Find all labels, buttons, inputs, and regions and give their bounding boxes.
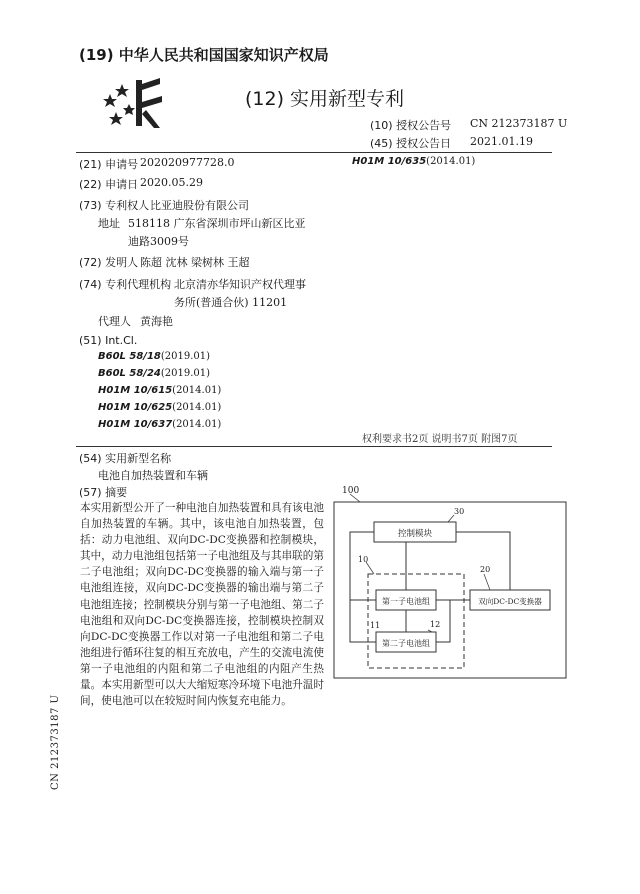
intcl-date: (2014.01) (172, 402, 222, 413)
cell-group-2-label: 第二子电池组 (382, 639, 430, 648)
intcl-item (98, 351, 210, 362)
app-date-label: (22) 申请日 (79, 178, 139, 191)
abstract-figure (330, 482, 570, 682)
pub-number: CN 212373187 U (470, 117, 568, 130)
right-classification (352, 156, 475, 167)
intcl-item (98, 368, 210, 379)
page-count: 权利要求书2页 说明书7页 附图7页 (362, 434, 518, 445)
title-label: (54) 实用新型名称 (79, 452, 172, 465)
intcl-item (98, 402, 221, 413)
document-type: (12) 实用新型专利 (245, 88, 405, 110)
intcl-code: H01M 10/615 (98, 385, 173, 396)
intcl-item (98, 385, 221, 396)
agent-label: 代理人 (98, 315, 131, 328)
label-30: 30 (454, 507, 465, 516)
intcl-date: (2014.01) (172, 385, 222, 396)
side-pub-number: CN 212373187 U (50, 694, 61, 790)
cnipa-emblem-logo (102, 74, 166, 132)
leader-10 (366, 562, 374, 574)
intcl-label: (51) Int.Cl. (79, 334, 138, 347)
app-no-label: (21) 申请号 (79, 158, 139, 171)
biblio-divider (76, 446, 552, 447)
leader-30 (448, 515, 454, 522)
app-date: 2020.05.29 (140, 176, 203, 189)
right-code: H01M 10/635 (352, 156, 427, 167)
intcl-code: H01M 10/625 (98, 402, 173, 413)
cell-group-1-label: 第一子电池组 (382, 597, 430, 606)
intcl-item (98, 419, 221, 430)
pub-number-label: (10) 授权公告号 (370, 119, 452, 132)
abstract-label: (57) 摘要 (79, 486, 128, 499)
intcl-code: H01M 10/637 (98, 419, 173, 430)
pub-date-label: (45) 授权公告日 (370, 137, 452, 150)
patentee-label: (73) 专利权人 (79, 199, 150, 212)
label-12: 12 (430, 620, 441, 629)
agency-line-2: 务所(普通合伙) 11201 (174, 296, 288, 309)
office-name: (19) 中华人民共和国国家知识产权局 (79, 46, 329, 64)
intcl-code: B60L 58/18 (98, 351, 161, 362)
agent: 黄海艳 (140, 315, 173, 328)
abstract-text: 本实用新型公开了一种电池自加热装置和具有该电池自加热装置的车辆。其中，该电池自加热装置，包括：动力电池组、双向DC-DC变换器和控制模块，其中，动力电池组包括第一子电池组及与其串联的第二子电池组；双向DC-DC变换器的输入端与第一子电池组连接，双向DC-DC变换器的输出端与第二子电池组连接；控制模块分别与第一子电池组、第二子电池组和双向DC-DC变换器连接，控制模块控制双向DC-DC变换器工作以对第一子电池组和第二子电池组进行循环往复的相互充放电，产生的交流电流使第一子电池组的内阻和第二子电池组的内阻产生热量。本实用新型可以大大缩短寒冷环境下电池升温时间，使电池可以在较短时间内恢复充电能力。 (80, 502, 324, 708)
dcdc-converter-label: 双向DC-DC变换器 (478, 597, 542, 606)
app-no: 202020977728.0 (140, 156, 235, 169)
figure-svg (330, 482, 570, 682)
right-date: (2014.01) (426, 156, 476, 167)
agency-line-1: 北京清亦华知识产权代理事 (174, 278, 306, 291)
patentee: 比亚迪股份有限公司 (150, 199, 249, 212)
agency-label: (74) 专利代理机构 (79, 278, 172, 291)
intcl-code: B60L 58/24 (98, 368, 161, 379)
inventors: 陈超 沈林 梁树林 王超 (140, 256, 250, 269)
control-module-label: 控制模块 (397, 529, 433, 539)
pub-date: 2021.01.19 (470, 135, 533, 148)
address-label: 地址 (98, 217, 120, 230)
utility-model-title: 电池自加热装置和车辆 (98, 469, 208, 482)
address-line-2: 迪路3009号 (128, 235, 189, 248)
label-100: 100 (342, 486, 360, 496)
label-11: 11 (370, 621, 381, 630)
intcl-date: (2019.01) (160, 351, 211, 362)
intcl-date: (2019.01) (160, 368, 211, 379)
leader-20 (484, 574, 490, 590)
intcl-date: (2014.01) (172, 419, 222, 430)
address-line-1: 518118 广东省深圳市坪山新区比亚 (128, 217, 306, 230)
header-divider (76, 152, 552, 153)
label-20: 20 (480, 565, 491, 574)
inventors-label: (72) 发明人 (79, 256, 139, 269)
label-10: 10 (358, 555, 369, 564)
